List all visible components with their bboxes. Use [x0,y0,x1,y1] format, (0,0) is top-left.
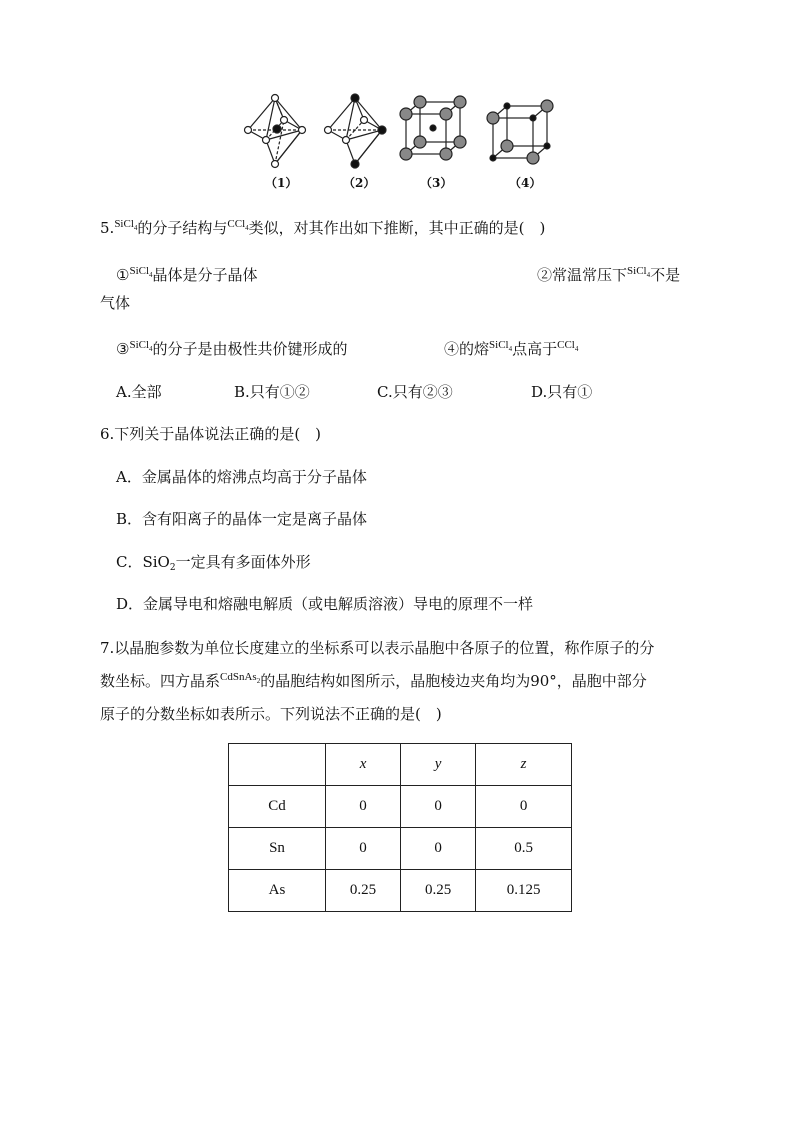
table-cell: As [229,870,326,912]
octahedron-figure-2 [325,94,387,168]
table-cell: 0.5 [476,828,572,870]
q5-statement-3: ③$^{SiCl_4}$的分子是由极性共价键形成的 [116,339,348,358]
q5-statement-4: ④的熔$^{SiCl_4}$点高于$^{CCl_4}$ [444,339,579,358]
cube-figure-3 [400,96,466,160]
q5-statement-2-wrap: 气体 [100,294,131,312]
q6-option-d[interactable]: D．金属导电和熔融电解质（或电解质溶液）导电的原理不一样 [116,595,534,613]
table-cell: 0.125 [476,870,572,912]
table-cell: 0.25 [401,870,476,912]
figure-label-4: （4） [509,176,542,190]
table-header-cell [229,744,326,786]
q6-stem: 6.下列关于晶体说法正确的是( ) [100,425,322,443]
figure-label-3: （3） [420,176,453,190]
table-header-cell: y [401,744,476,786]
q6-option-b[interactable]: B．含有阳离子的晶体一定是离子晶体 [116,510,368,528]
table-header-cell: x [326,744,401,786]
table-row [229,786,572,828]
q5-choice-c[interactable]: C.只有②③ [377,383,453,401]
q5-statement-2: ②常温常压下$^{SiCl_4}$不是 [537,265,681,284]
octahedron-figure-1 [245,95,306,168]
table-cell: Sn [229,828,326,870]
q5-stem: 5.$^{SiCl_4}$的分子结构与$^{CCl_4}$类似，对其作出如下推断，其中正确的是( ) [100,218,546,237]
table-cell: Cd [229,786,326,828]
q5-choice-d[interactable]: D.只有① [531,383,593,401]
table-row [229,828,572,870]
q7-stem-line-1: 7.以晶胞参数为单位长度建立的坐标系可以表示晶胞中各原子的位置，称作原子的分 [100,639,655,657]
crystal-figures [240,92,570,172]
q5-choice-a[interactable]: A.全部 [116,383,162,401]
table-row [229,870,572,912]
q6-option-c[interactable]: C．SiO$_2$一定具有多面体外形 [116,553,311,573]
table-header-row [229,744,572,786]
table-header-cell: z [476,744,572,786]
q5-choice-b[interactable]: B.只有①② [234,383,310,401]
table-cell: 0 [326,828,401,870]
table-cell: 0 [401,786,476,828]
table-cell: 0 [476,786,572,828]
figure-label-2: （2） [343,176,376,190]
q7-stem-line-2: 数坐标。四方晶系$^{CdSnAs_2}$的晶胞结构如图所示，晶胞棱边夹角均为90°，晶胞中部分 [100,671,647,690]
table-cell: 0.25 [326,870,401,912]
table-cell: 0 [326,786,401,828]
figure-label-1: （1） [265,176,298,190]
q6-option-a[interactable]: A．金属晶体的熔沸点均高于分子晶体 [116,468,367,486]
q5-statement-1: ①$^{SiCl_4}$晶体是分子晶体 [116,265,258,284]
q7-stem-line-3: 原子的分数坐标如表所示。下列说法不正确的是( ) [100,705,442,723]
cube-figure-4 [487,100,553,164]
table-cell: 0 [401,828,476,870]
fractional-coordinates-table [228,743,572,912]
